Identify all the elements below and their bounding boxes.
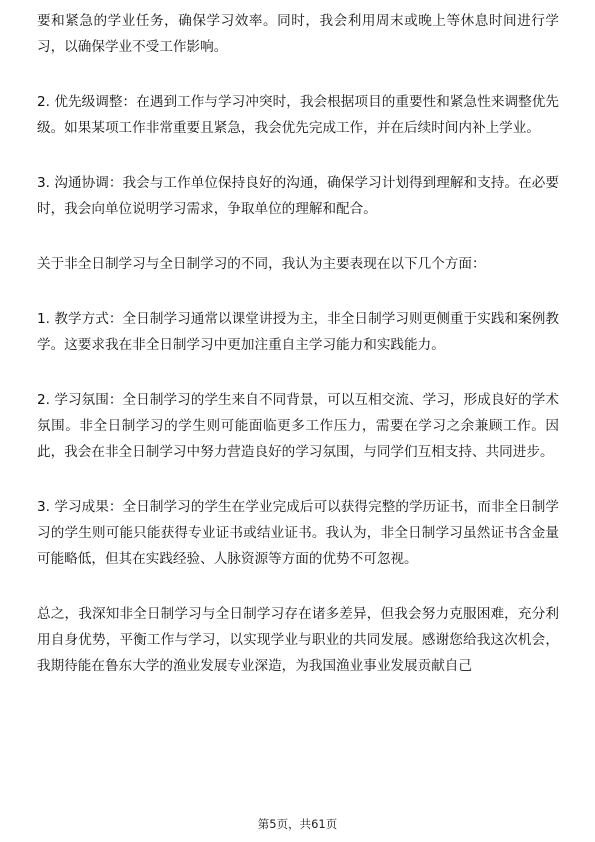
paragraph-conclusion: 总之，我深知非全日制学习与全日制学习存在诸多差异，但我会努力克服困难，充分利用自身优势，平衡工作与学习，以实现学业与职业的共同发展。感谢您给我这次机会，我期待能在鲁东大学的渔业发展专业深造，为我国渔业事业发展贡献自己 bbox=[37, 606, 559, 674]
paragraph-continuation: 要和紧急的学业任务，确保学习效率。同时，我会利用周末或晚上等休息时间进行学习，以确保学业不受工作影响。 bbox=[37, 13, 559, 55]
paragraph-communication: 3. 沟通协调：我会与工作单位保持良好的沟通，确保学习计划得到理解和支持。在必要时，我会向单位说明学习需求，争取单位的理解和配合。 bbox=[37, 175, 559, 217]
document-body bbox=[37, 8, 559, 708]
paragraph-differences-intro: 关于非全日制学习与全日制学习的不同，我认为主要表现在以下几个方面： bbox=[37, 256, 486, 272]
paragraph-teaching-method: 1. 教学方式：全日制学习通常以课堂讲授为主，非全日制学习则更侧重于实践和案例教学。这要求我在非全日制学习中更加注重自主学习能力和实践能力。 bbox=[37, 311, 559, 353]
paragraph-learning-outcome: 3. 学习成果：全日制学习的学生在学业完成后可以获得完整的学历证书，而非全日制学习的学生则可能只能获得专业证书或结业证书。我认为，非全日制学习虽然证书含金量可能略低，但其在实践经验、人脉资源等方面的优势不可忽视。 bbox=[37, 499, 559, 567]
paragraph-learning-atmosphere: 2. 学习氛围：全日制学习的学生来自不同背景，可以互相交流、学习，形成良好的学术氛围。非全日制学习的学生则可能面临更多工作压力，需要在学习之余兼顾工作。因此，我会在非全日制学习中努力营造良好的学习氛围，与同学们互相支持、共同进步。 bbox=[37, 392, 559, 460]
paragraph-priority-adjustment: 2. 优先级调整：在遇到工作与学习冲突时，我会根据项目的重要性和紧急性来调整优先级。如果某项工作非常重要且紧急，我会优先完成工作，并在后续时间内补上学业。 bbox=[37, 94, 559, 136]
page-number: 第5页，共61页 bbox=[257, 817, 338, 831]
